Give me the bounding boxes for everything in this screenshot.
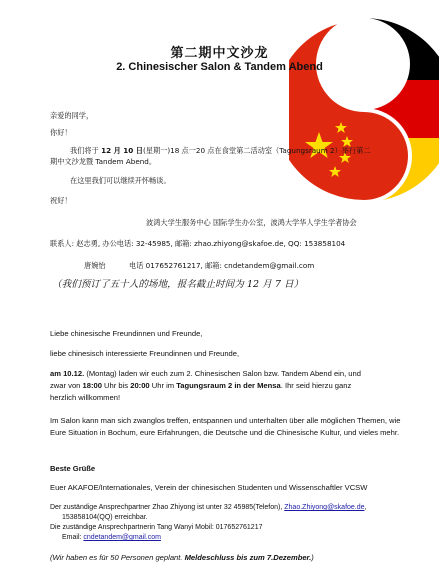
paragraph1-line2-de [50,381,351,391]
paragraph1-line1-de [50,369,361,379]
wish-cn: 祝好！ [50,196,72,205]
note-text-a: (Wir haben es für 50 Personen geplant. [50,553,185,562]
yin-yang-flag-logo [289,10,439,210]
contact1-text-de: Der zuständige Ansprechpartner Zhao Zhiyong ist unter 32 45985(Telefon), [50,504,285,511]
salutation2-de: liebe chinesisch interessierte Freundinnen und Freunde, [50,349,240,358]
p1-text-e-de: . Ihr seid hierzu ganz [280,381,352,390]
note-de [50,553,314,563]
email-label: Email: [62,534,84,541]
contact1-comma: , [364,504,367,511]
p1-text-b: (星期一)18 点一20 点在食堂第二活动室（Tagungsraum 2）举行第二 [142,146,371,155]
note-cn: （我们预订了五十人的场地，报名截止时间为 12 月 7 日） [52,279,304,290]
greeting-cn: 亲爱的同学， [50,111,94,120]
title-chinese: 第二期中文沙龙 [170,46,269,61]
paragraph1-line2-cn: 期中文沙龙暨 Tandem Abend。 [50,157,157,166]
title-german: 2. Chinesischer Salon & Tandem Abend [116,61,323,73]
organization-de: Euer AKAFOE/Internationales, Verein der chinesischen Studenten und Wissenschaftler VCSW [50,483,368,492]
hello-cn: 你好！ [50,128,72,137]
paragraph1-line1-cn [70,146,371,156]
contact2-info-cn: 电话 017652761217, 邮箱: cndetandem@gmail.com [129,261,315,270]
paragraph2-de: Im Salon kann man sich zwanglos treffen, entspannen und unterhalten über alle möglichen Themen, wie Eure Situation in Bochum, eure Erfahrungen, die Deutsche und die Chinesische Kultur, und vieles mehr. [50,416,401,437]
p1-text-a-de: (Montag) laden wir euch zum 2. Chinesischen Salon bzw. Tandem Abend ein, und [84,369,361,378]
p1-text-c-de: Uhr bis [101,381,131,390]
contact1-line1-de [50,503,366,513]
p1-date-de: am 10.12. [50,369,85,378]
paragraph2-cn: 在这里我们可以继续开怀畅谈。 [70,176,171,185]
p1-text-b-de: zwar von [50,381,83,390]
note-deadline: Meldeschluss bis zum 7.Dezember. [184,553,312,562]
contact2-email-link[interactable]: cndetandem@gmail.com [83,534,161,541]
contact2-name-cn: 唐婉怡 [84,261,106,270]
contact2-de: Die zuständige Ansprechpartnerin Tang Wanyi Mobil: 017652761217 [50,524,263,531]
signature-cn: 波鸿大学生服务中心 国际学生办公室，波鸿大学华人学生学者协会 [146,218,357,227]
p1-text-d-de: Uhr im [149,381,177,390]
contact1-line2-de: 153858104(QQ) erreichbar. [62,514,148,521]
paragraph1-line3-de: herzlich willkommen! [50,393,121,402]
regards-de: Beste Grüße [50,464,96,473]
note-text-c: ) [311,553,314,562]
p1-time-end: 20:00 [130,381,150,390]
contact2-email-line [62,533,161,543]
p1-time-start: 18:00 [82,381,102,390]
contact1-cn: 联系人: 赵志勇, 办公电话: 32-45985, 邮箱: zhao.zhiyong@skafoe.de, QQ: 153858104 [50,239,346,248]
p1-text-a: 我们将于 [70,146,99,155]
p1-date: 12 月 10 日 [101,146,143,155]
p1-room: Tagungsraum 2 in der Mensa [176,381,281,390]
salutation1-de: Liebe chinesische Freundinnen und Freunde, [50,329,203,338]
contact1-email-link[interactable]: Zhao.Zhiyong@skafoe.de [284,504,365,511]
